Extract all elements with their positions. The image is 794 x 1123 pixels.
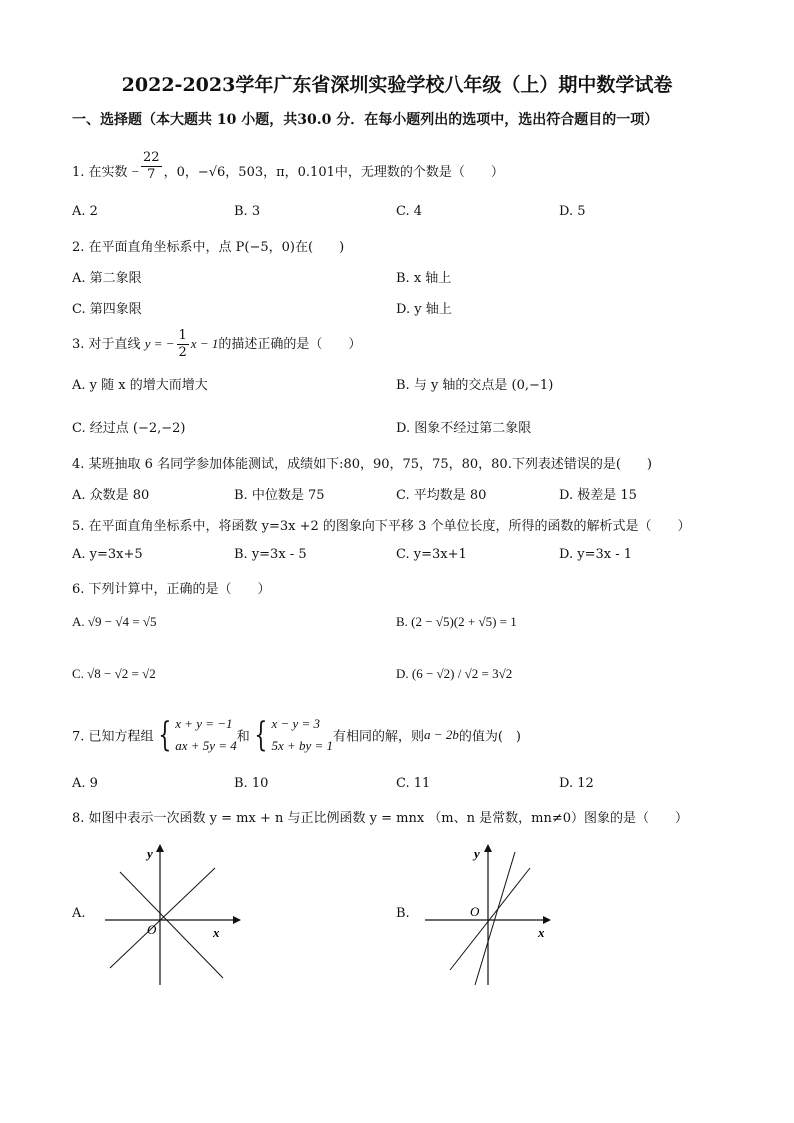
equation-system-1: x + y = −1 ax + 5y = 4 [175, 716, 237, 753]
option-b: B. y=3x - 5 [234, 547, 307, 562]
x-axis-label: x [213, 925, 220, 940]
question-7-and: 和 [236, 729, 250, 745]
option-d: D. y=3x - 1 [559, 547, 632, 562]
option-b: B. 与 y 轴的交点是 (0,−1) [396, 378, 554, 393]
option-c: C. 平均数是 80 [396, 488, 487, 503]
origin-label: O [147, 922, 157, 937]
question-3-suffix: 的描述正确的是（ ） [218, 337, 362, 352]
left-brace-icon: { [254, 715, 268, 755]
option-a: A. y 随 x 的增大而增大 [72, 378, 208, 393]
question-8: 8. 如图中表示一次函数 y = mx + n 与正比例函数 y = mnx （m、n 是常数，mn≠0）图象的是（ ） [72, 811, 688, 826]
option-c: C. y=3x+1 [396, 547, 467, 562]
question-1-list: ，0，−√6，503，π，0.101 [163, 165, 335, 180]
graph-b [415, 840, 565, 990]
y-axis-label: y [474, 846, 480, 861]
page-title: 2022-2023学年广东省深圳实验学校八年级（上）期中数学试卷 [121, 74, 673, 96]
question-3-prefix: 3. 对于直线 [72, 337, 141, 352]
question-2: 2. 在平面直角坐标系中，点 P(−5，0)在( ) [72, 240, 345, 255]
option-a: A. 2 [72, 204, 98, 219]
line-2 [475, 852, 515, 985]
option-a: A. 9 [72, 776, 98, 791]
question-7-expression: a − 2b [424, 727, 459, 742]
option-a-label: A. [72, 906, 86, 921]
option-c: C. 4 [396, 204, 423, 219]
equation-left: y = − [144, 336, 175, 351]
option-d: D. 图象不经过第二象限 [396, 421, 532, 436]
option-d: D. y 轴上 [396, 302, 452, 317]
left-brace-icon: { [157, 715, 171, 755]
question-4: 4. 某班抽取 6 名同学参加体能测试，成绩如下:80，90，75，75，80，80.下列表述错误的是( ) [72, 457, 652, 472]
option-d: D. (6 − √2) / √2 = 3√2 [396, 666, 513, 681]
option-b: B. 10 [234, 776, 269, 791]
line-1 [120, 872, 223, 978]
section-heading: 一、选择题（本大题共 10 小题，共30.0 分．在每小题列出的选项中，选出符合题目的一项） [72, 112, 659, 128]
graph-a [95, 840, 245, 990]
option-b: B. 中位数是 75 [234, 488, 325, 503]
question-7-prefix: 7. 已知方程组 [72, 729, 154, 745]
line-1 [450, 868, 530, 970]
question-1-suffix: 中，无理数的个数是（ ） [334, 165, 504, 180]
question-7 [72, 713, 521, 757]
y-arrow-icon [156, 844, 164, 852]
origin-label: O [470, 904, 480, 919]
y-axis-label: y [147, 846, 153, 861]
question-6: 6. 下列计算中，正确的是（ ） [72, 582, 271, 597]
question-7-suffix2: 的值为( ) [458, 729, 521, 745]
option-a: A. 第二象限 [72, 271, 142, 286]
x-arrow-icon [543, 916, 551, 924]
option-a: A. 众数是 80 [72, 488, 150, 503]
question-7-suffix: 有相同的解，则 [333, 729, 425, 745]
equation-system-2: x − y = 3 5x + by = 1 [271, 716, 334, 753]
question-3 [72, 328, 361, 361]
question-1-prefix: 1. 在实数 [72, 165, 128, 180]
option-d: D. 12 [559, 776, 594, 791]
option-a: A. y=3x+5 [72, 547, 143, 562]
question-1: 1. 在实数 − $\frac{22}{7}$ ，0，−√6，503，π，0.101中，无理数的个数是（ ） [72, 150, 504, 182]
option-b: B. 3 [234, 204, 261, 219]
option-b-label: B. [396, 906, 410, 921]
option-b: B. x 轴上 [396, 271, 452, 286]
option-d: D. 极差是 15 [559, 488, 637, 503]
option-c: C. 11 [396, 776, 431, 791]
option-b: B. (2 − √5)(2 + √5) = 1 [396, 614, 517, 629]
y-arrow-icon [484, 844, 492, 852]
fraction: $\frac{1}{2}$ [178, 328, 187, 360]
option-c: C. √8 − √2 = √2 [72, 666, 156, 681]
equation-right: x − 1 [190, 336, 219, 351]
option-d: D. 5 [559, 204, 586, 219]
x-axis-label: x [538, 925, 545, 940]
option-c: C. 经过点 (−2,−2) [72, 421, 186, 436]
option-c: C. 第四象限 [72, 302, 142, 317]
fraction: $\frac{22}{7}$ [143, 150, 160, 182]
option-a: A. √9 − √4 = √5 [72, 614, 157, 629]
x-arrow-icon [233, 916, 241, 924]
question-5: 5. 在平面直角坐标系中，将函数 y=3x +2 的图象向下平移 3 个单位长度，所得的函数的解析式是（ ） [72, 519, 691, 534]
